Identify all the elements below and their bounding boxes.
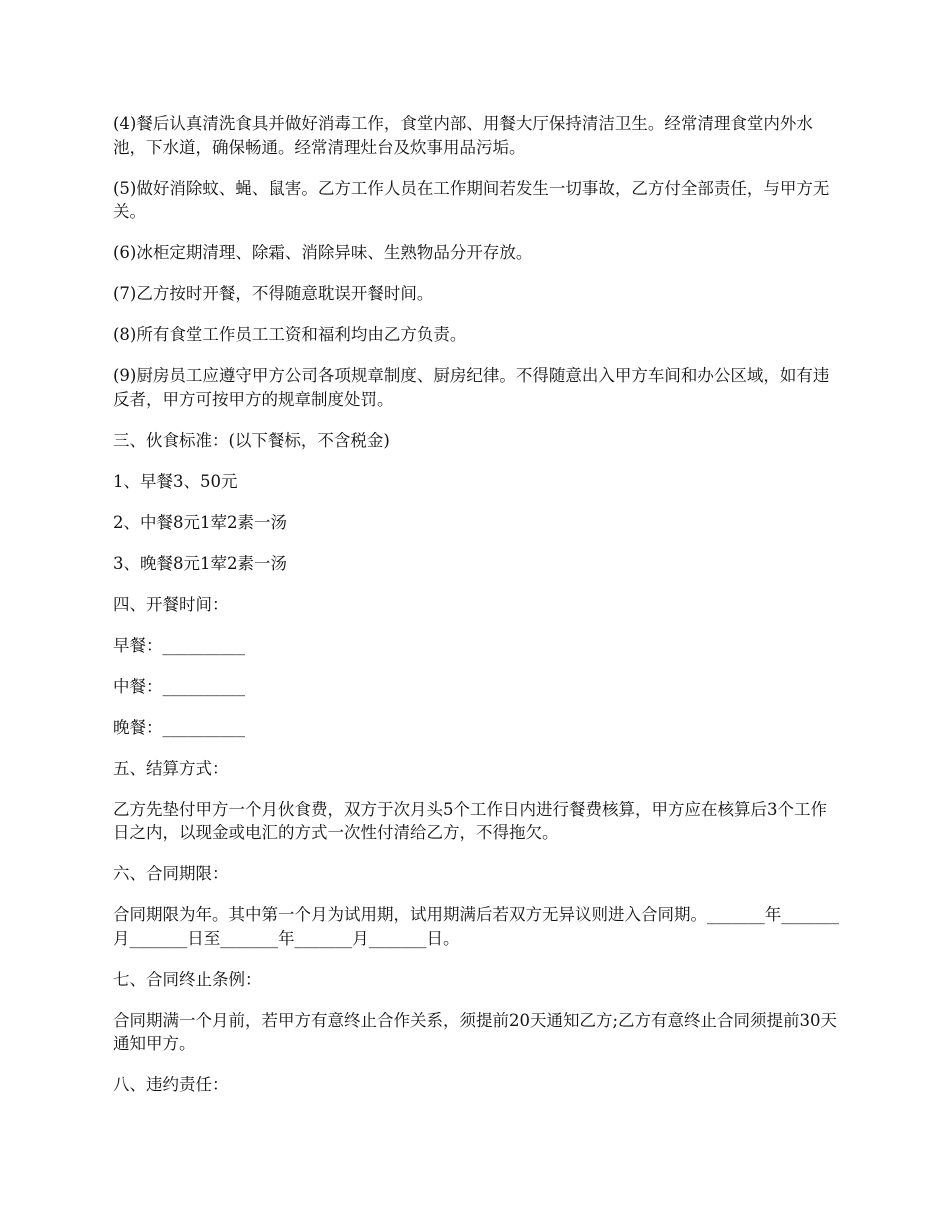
clause-4-cleaning: (4)餐后认真清洗食具并做好消毒工作，食堂内部、用餐大厅保持清洁卫生。经常清理食堂内外水池，下水道，确保畅通。经常清理灶台及炊事用品污垢。: [113, 114, 813, 157]
section-6-heading: 六、合同期限：: [113, 864, 229, 883]
breakfast-time-line: 早餐：__________: [113, 635, 245, 655]
meal-standard-dinner: 3、晚餐8元1荤2素一汤: [113, 553, 287, 573]
section-3-heading: 三、伙食标准：(以下餐标，不含税金): [113, 430, 390, 450]
section-7-heading: 七、合同终止条例：: [113, 969, 262, 989]
section-5-heading: 五、结算方式：: [113, 758, 229, 778]
clause-6-freezer: (6)冰柜定期清理、除霜、消除异味、生熟物品分开存放。: [113, 243, 533, 262]
clause-7-meal-time: (7)乙方按时开餐，不得随意耽误开餐时间。: [113, 284, 434, 303]
contract-term-paragraph: 合同期限为年。其中第一个月为试用期，试用期满后若双方无异议则进入合同期。_______年_______月_______日至_______年_______月_______日。: [113, 905, 839, 948]
section-8-heading: 八、违约责任：: [113, 1075, 229, 1094]
document-body: [113, 112, 840, 1114]
termination-paragraph: 合同期满一个月前，若甲方有意终止合作关系，须提前20天通知乙方;乙方有意终止合同须提前30天通知甲方。: [113, 1010, 838, 1053]
settlement-paragraph: 乙方先垫付甲方一个月伙食费，双方于次月头5个工作日内进行餐费核算，甲方应在核算后3个工作日之内，以现金或电汇的方式一次性付清给乙方，不得拖欠。: [113, 799, 827, 842]
clause-5-pest-control: (5)做好消除蚊、蝇、鼠害。乙方工作人员在工作期间若发生一切事故，乙方付全部责任，与甲方无关。: [113, 178, 830, 221]
dinner-time-line: 晚餐：__________: [113, 717, 245, 737]
lunch-time-line: 中餐：__________: [113, 676, 245, 696]
clause-9-rules: (9)厨房员工应遵守甲方公司各项规章制度、厨房纪律。不得随意出入甲方车间和办公区域，如有违反者，甲方可按甲方的规章制度处罚。: [113, 366, 830, 409]
section-4-heading: 四、开餐时间：: [113, 594, 229, 614]
meal-standard-lunch: 2、中餐8元1荤2素一汤: [113, 512, 287, 532]
clause-8-wages: (8)所有食堂工作员工工资和福利均由乙方负责。: [113, 325, 467, 344]
meal-standard-breakfast: 1、早餐3、50元: [113, 471, 238, 491]
